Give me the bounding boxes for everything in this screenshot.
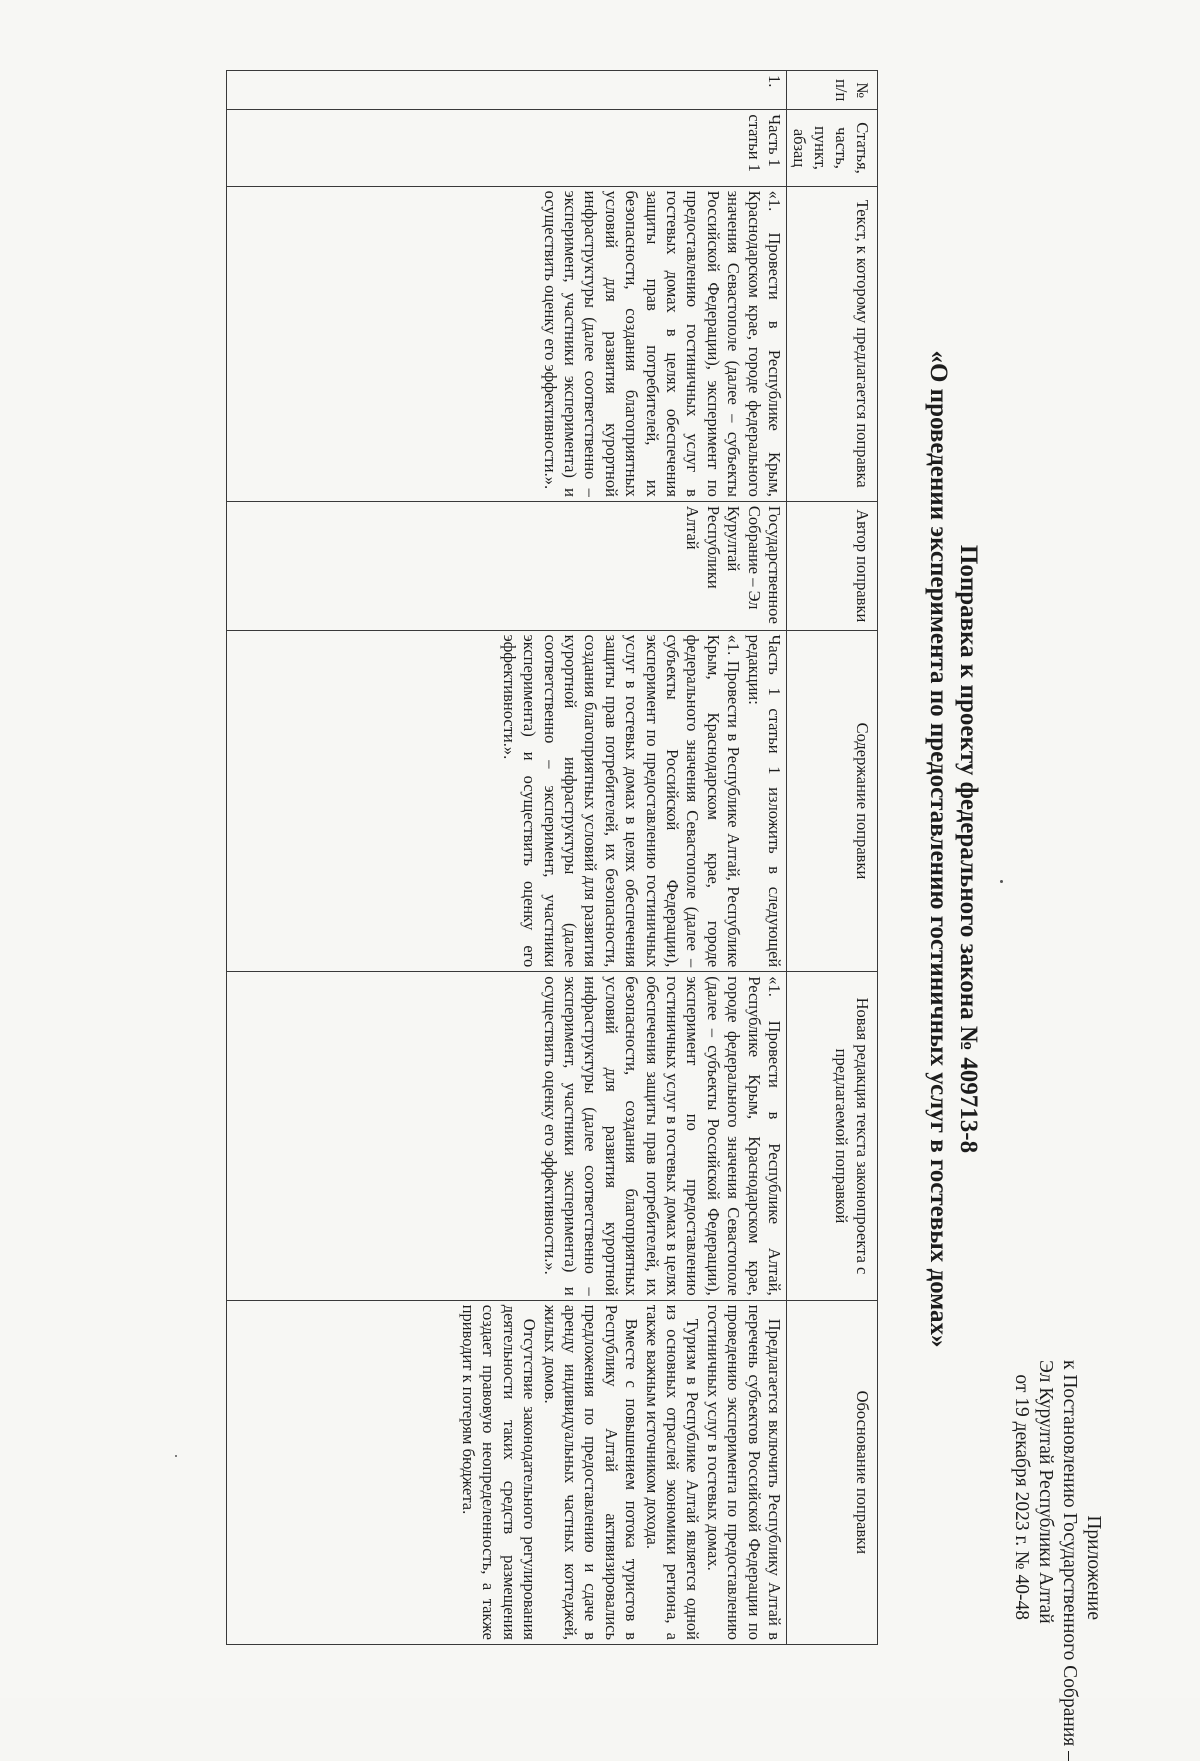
header-reason: Обоснование поправки [787,1300,878,1644]
cell-new-text: «1. Провести в Республике Алтай, Республике Крым, Краснодарском крае, городе федерального значения Севастополе (далее – субъекты Российской Федерации), эксперимент по предоставлению гостиничных услуг в гостевых домах в целях обеспечения защиты прав потребителей, их безопасности, создания благоприятных условий для развития курортной инфраструктуры (далее соответственно – эксперимент, участники эксперимента) и осуществить оценку его эффективности.». [227,972,787,1300]
appendix-line: от 19 декабря 2023 г. № 40-48 [1011,1374,1032,1620]
reason-paragraph: Вместе с повышением потока туристов в Республику Алтай активизировались предложения по предоставлению и сдаче в аренду индивидуальных частных коттеджей, жилых домов. [540,1304,642,1640]
header-new-text: Новая редакция текста законопроекта с предлагаемой поправкой [787,972,878,1300]
header-num: № п/п [787,71,878,110]
appendix-line: Эл Курултай Республики Алтай [1035,1360,1056,1624]
scan-speck [175,1455,177,1457]
appendix-line: Приложение [1083,1515,1104,1620]
reason-paragraph: Туризм в Республике Алтай является одной из основных отраслей экономики региона, а также важным источником дохода. [642,1304,703,1640]
scan-speck [1000,880,1003,883]
cell-text: «1. Провести в Республике Крым, Краснодарском крае, городе федерального значения Севастополе (далее – субъекты Российской Федерации), эксперимент по предоставлению гостиничных услуг в гостевых домах в целях обеспечения защиты прав потребителей, их безопасности, создания благоприятных условий для развития курортной инфраструктуры (далее соответственно – эксперимент, участники эксперимента) и осуществить оценку его эффективности.». [227,186,787,501]
reason-paragraph: Отсутствие законодательного регулирования деятельности таких средств размещения создает правовую неопределенность, а также приводит к потерям бюджета. [458,1304,540,1640]
cell-reason [227,1300,787,1644]
reason-paragraph: Предлагается включить Республику Алтай в перечень субъектов Российской Федерации по проведению эксперимента по предоставлению гостиничных услуг в гостевых домах. [703,1304,784,1640]
table-row [227,71,787,1645]
header-article: Статья, часть, пункт, абзац [787,110,878,186]
header-content: Содержание поправки [787,630,878,972]
cell-author: Государственное Собрание – Эл Курултай Республики Алтай [227,501,787,630]
header-text: Текст, к которому предлагается поправка [787,186,878,501]
cell-num: 1. [227,71,787,110]
content-text: «1. Провести в Республике Алтай, Республике Крым, Краснодарском крае, городе федерального значения Севастополе (далее – субъекты Российской Федерации), эксперимент по предоставлению гостиничных услуг в гостевых домах в целях обеспечения защиты прав потребителей, их безопасности, создания благоприятных условий для развития курортной инфраструктуры (далее соответственно – эксперимент, участники эксперимента) и осуществить оценку его эффективности.». [499,634,744,968]
header-author: Автор поправки [787,501,878,630]
cell-article: Часть 1 статьи 1 [227,110,787,186]
cell-content [227,630,787,972]
content-intro: Часть 1 статьи 1 изложить в следующей редакции: [744,634,784,968]
appendix-line: к Постановлению Государственного Собрания – [1059,1360,1080,1761]
document-subtitle: «О проведении эксперимента по предоставлению гостиничных услуг в гостевых домах» [925,350,952,1348]
appendix-header [1009,1360,1105,1761]
amendment-table [226,70,878,1645]
table-header-row [787,71,878,1645]
document-title: Поправка к проекту федерального закона № 409713-8 [955,544,982,1154]
